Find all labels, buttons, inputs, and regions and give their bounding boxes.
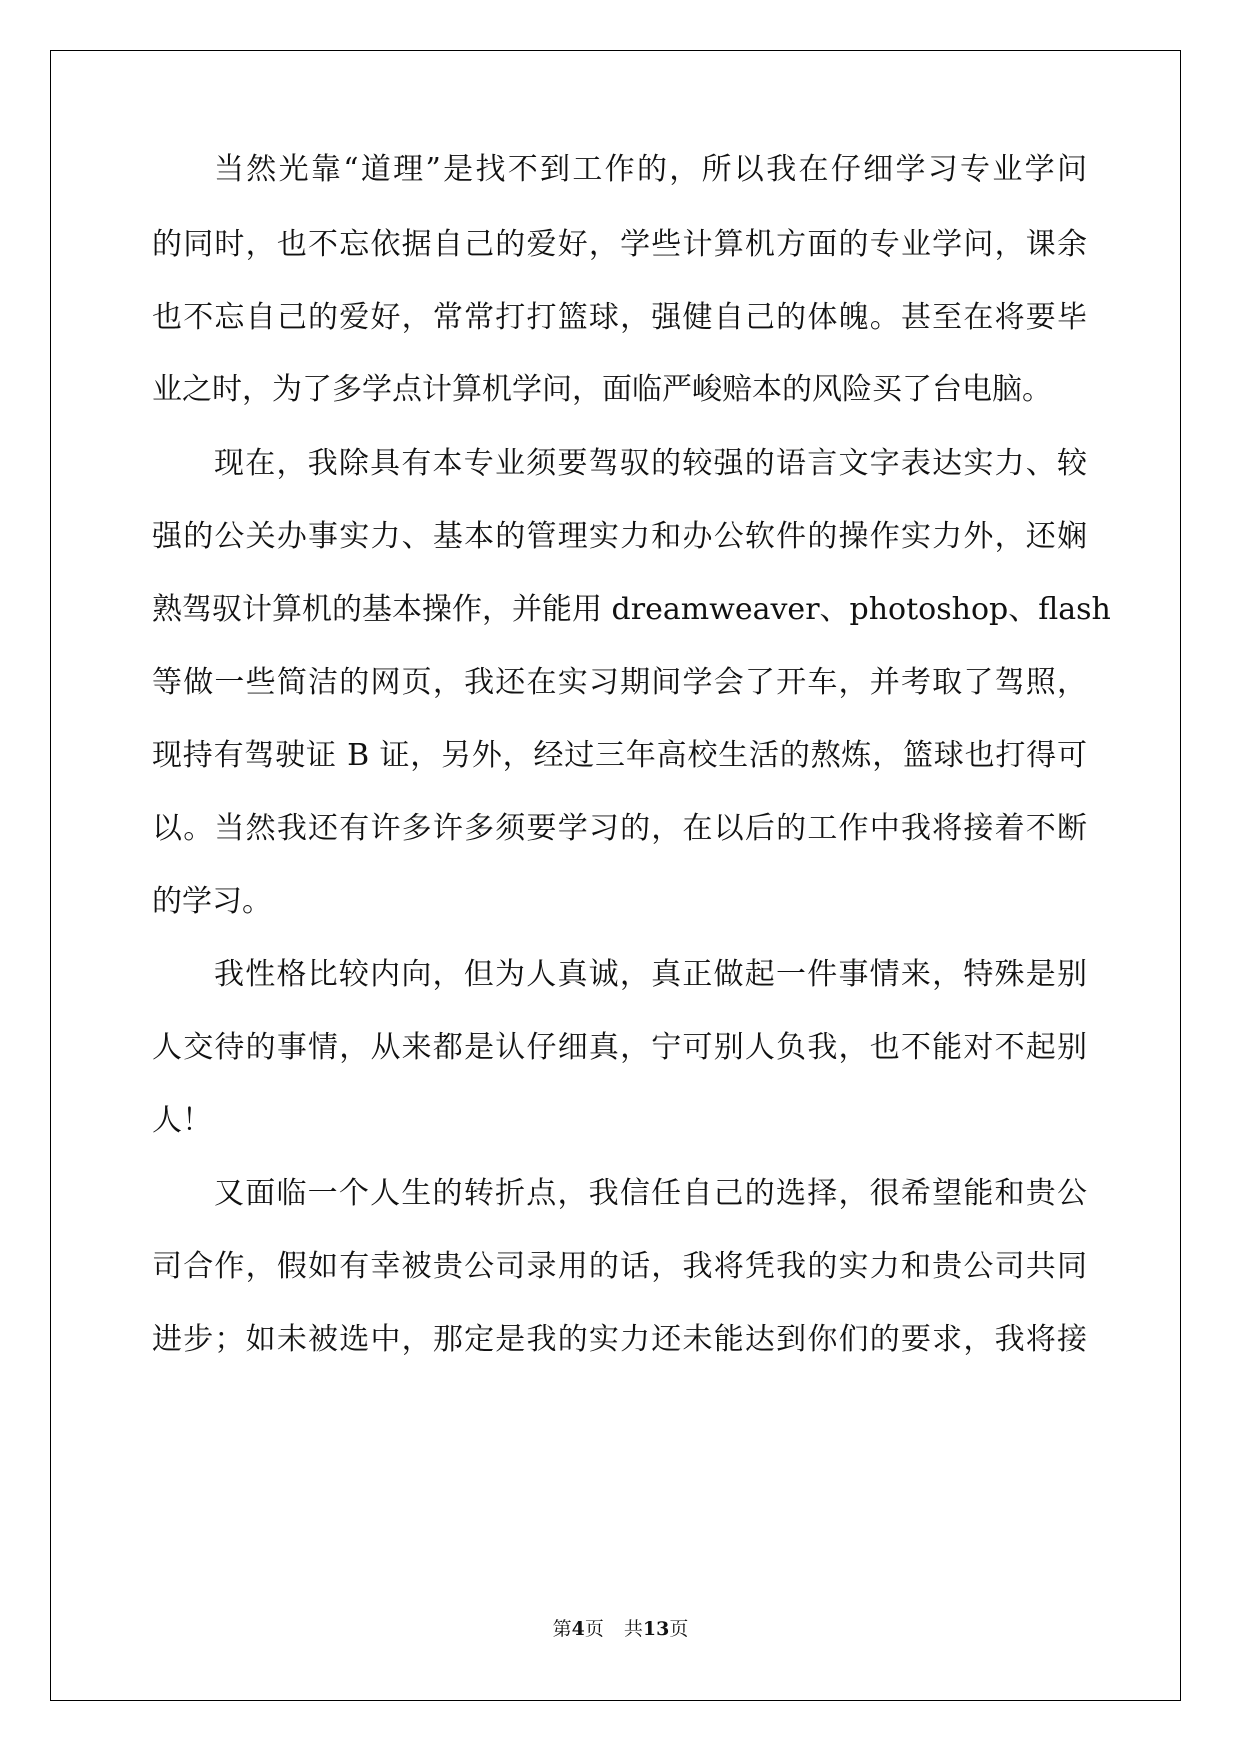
total-prefix: 共 — [623, 1618, 643, 1640]
text-line: 等做一些简洁的网页，我还在实习期间学会了开车，并考取了驾照， — [152, 665, 1087, 700]
total-suffix: 页 — [669, 1618, 689, 1640]
text-line: 进步；如未被选中，那定是我的实力还未能达到你们的要求，我将接 — [152, 1322, 1087, 1357]
text-line: 熟驾驭计算机的基本操作，并能用 dreamweaver、photoshop、flash — [152, 592, 1111, 627]
page-suffix: 页 — [584, 1618, 604, 1640]
page-prefix: 第 — [552, 1618, 572, 1640]
total-pages: 13 — [642, 1618, 670, 1640]
text-line: 又面临一个人生的转折点，我信任自己的选择，很希望能和贵公 — [214, 1176, 1087, 1211]
text-line: 强的公关办事实力、基本的管理实力和办公软件的操作实力外，还娴 — [152, 519, 1087, 554]
text-line: 现在，我除具有本专业须要驾驭的较强的语言文字表达实力、较 — [214, 446, 1087, 481]
page-number: 4 — [571, 1618, 585, 1640]
text-line: 我性格比较内向，但为人真诚，真正做起一件事情来，特殊是别 — [214, 957, 1087, 992]
text-line: 也不忘自己的爱好，常常打打篮球，强健自己的体魄。甚至在将要毕 — [152, 300, 1087, 335]
text-line: 司合作，假如有幸被贵公司录用的话，我将凭我的实力和贵公司共同 — [152, 1249, 1087, 1284]
text-line: 人！ — [152, 1103, 212, 1138]
text-line: 的学习。 — [152, 884, 272, 919]
text-line: 业之时，为了多学点计算机学问，面临严峻赔本的风险买了台电脑。 — [152, 372, 1052, 407]
text-line: 现持有驾驶证 B 证，另外，经过三年高校生活的熬炼，篮球也打得可 — [152, 738, 1087, 773]
text-line: 以。当然我还有许多许多须要学习的，在以后的工作中我将接着不断 — [152, 811, 1087, 846]
text-line: 人交待的事情，从来都是认仔细真，宁可别人负我，也不能对不起别 — [152, 1030, 1087, 1065]
text-line: 的同时，也不忘依据自己的爱好，学些计算机方面的专业学问，课余 — [152, 227, 1087, 262]
text-line: 当然光靠“道理”是找不到工作的，所以我在仔细学习专业学问 — [214, 152, 1087, 187]
page-footer — [0, 1617, 1241, 1641]
